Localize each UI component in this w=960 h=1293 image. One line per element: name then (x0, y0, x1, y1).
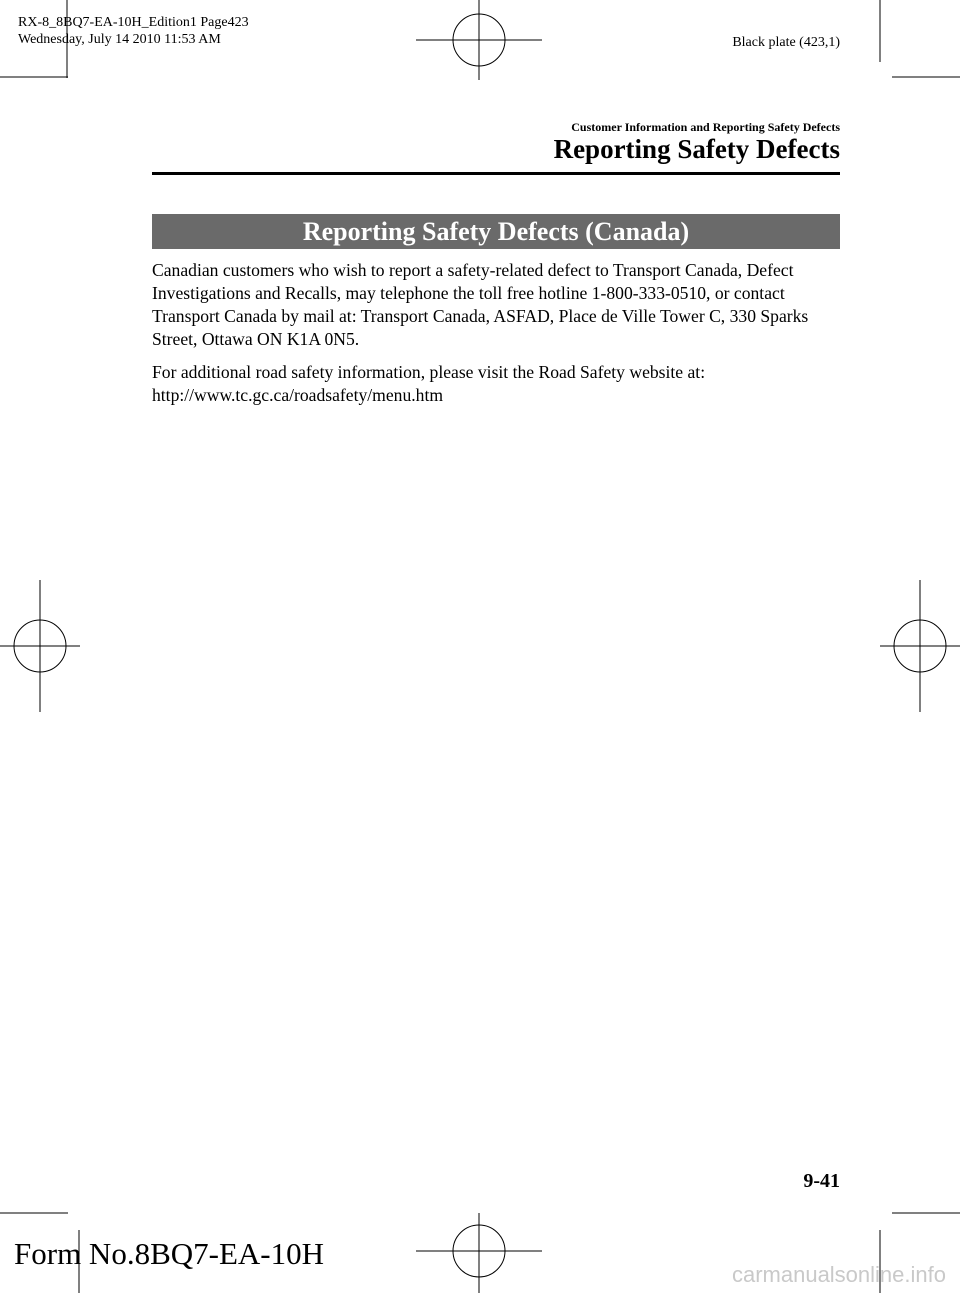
form-number: Form No.8BQ7-EA-10H (14, 1236, 324, 1271)
watermark: carmanualsonline.info (731, 1262, 946, 1287)
topic-title-bar: Reporting Safety Defects (Canada) (152, 214, 840, 249)
plate-label: Black plate (423,1) (732, 35, 840, 50)
print-slug-date: Wednesday, July 14 2010 11:53 AM (18, 32, 221, 47)
body-paragraph: For additional road safety information, please visit the Road Safety website at: http://www.tc.gc.ca/roadsafety/menu.htm (152, 362, 706, 405)
chapter-title: Reporting Safety Defects (553, 134, 840, 164)
print-slug-file: RX-8_8BQ7-EA-10H_Edition1 Page423 (18, 15, 249, 30)
print-slug (18, 14, 249, 48)
section-header: Customer Information and Reporting Safety Defects (571, 120, 840, 134)
header-rule (152, 172, 840, 175)
page-number: 9-41 (803, 1170, 840, 1192)
body-paragraph: Canadian customers who wish to report a safety-related defect to Transport Canada, Defect Investigations and Recalls, may telephone the toll free hotline 1-800-333-0510, or contact Transport Canada by mail at: Transport Canada, ASFAD, Place de Ville Tower C, 330 Sparks Street, Ottawa ON K1A 0N5. (152, 260, 809, 349)
